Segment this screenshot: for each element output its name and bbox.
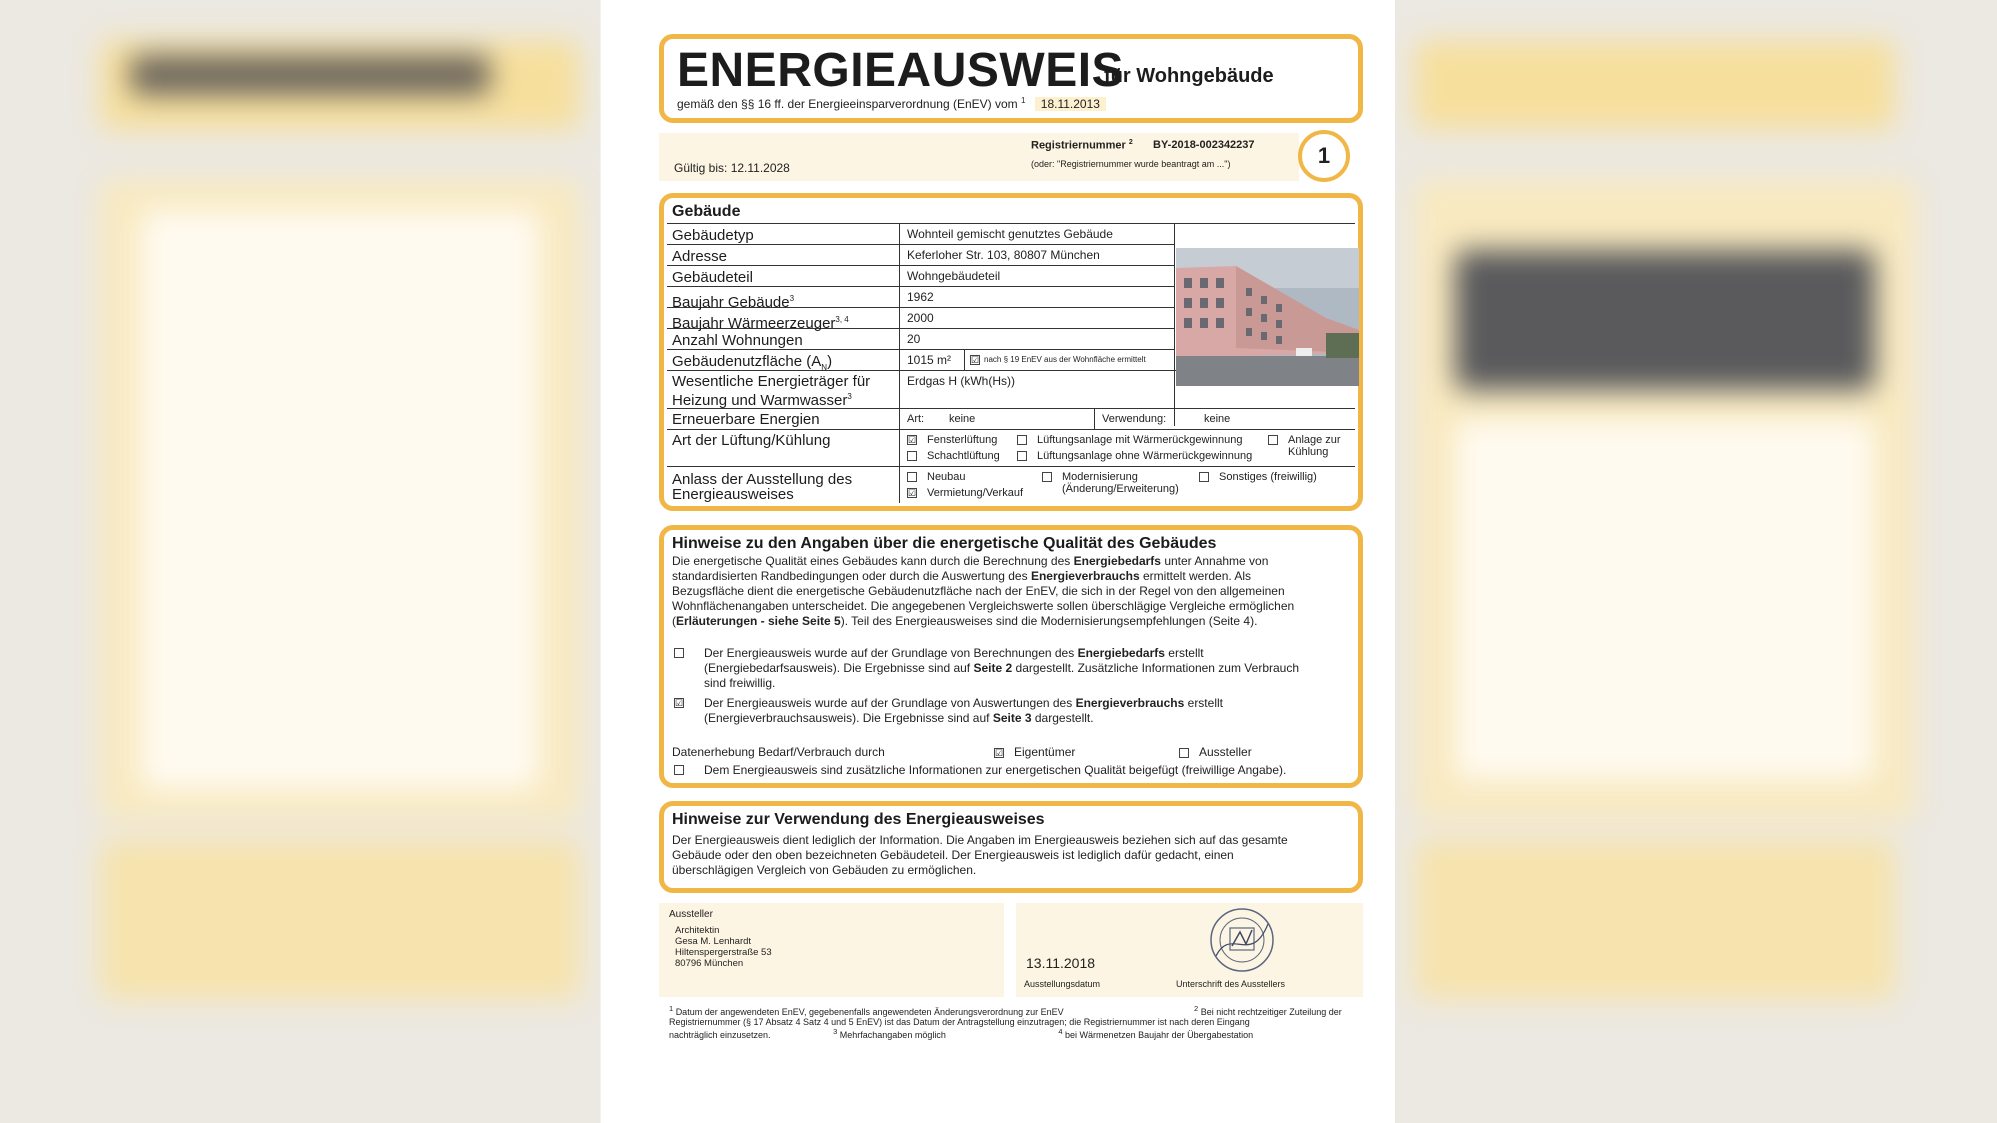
document-subtitle: für Wohngebäude [1104,65,1274,87]
label-construction-year: Baujahr Gebäude$^3$ [672,294,795,311]
value-construction-year: 1962 [907,290,934,304]
building-section [659,193,1363,511]
registration-number: BY-2018-002342237 [1153,139,1255,151]
rent-sale-checkbox[interactable]: ☑ [908,488,917,499]
renewable-use-label: Verwendung: [1102,413,1167,425]
quality-notes-text: Die energetische Qualität eines Gebäudes kann durch die Berechnung des Energiebedarfs unter Annahme von standardisierten Randbedingungen oder durch die Auswertung des Energieverbrauchs ermittelt werden. Als Bezugsfläche dient die energetische Gebäudenutzfläche nach der EnEV, die sich in der Regel von den allgemeinen Wohnflächenangaben unterscheidet. Die angegebenen Vergleichswerte sollen überschlägige Vergleiche ermöglichen (Erläuterungen - siehe Seite 5). Teil des Energieausweises sind die Modernisierungsempfehlungen (Seite 4). [672,554,1295,628]
area-note: ☑ nach § 19 EnEV aus der Wohnfläche ermittelt [971,355,1146,365]
page-number-badge: 1 [1298,130,1350,182]
option-window-ventilation: ☑ Fensterlüftung [908,434,998,446]
extra-info-text: Dem Energieausweis sind zusätzliche Informationen zur energetischen Qualität beigefügt (freiwillige Angabe). [704,763,1287,777]
building-heading: Gebäude [672,203,741,220]
option-other: Sonstiges (freiwillig) [1199,471,1317,483]
registration-label: Registriernummer $^2$ [1031,139,1133,152]
value-heater-year: 2000 [907,311,934,325]
option-ventilation-no-recovery: Lüftungsanlage ohne Wärmerückgewinnung [1017,450,1252,462]
blurred-background-right [1395,0,1997,1123]
option-ventilation-recovery: Lüftungsanlage mit Wärmerückgewinnung [1017,434,1242,446]
area-checkbox[interactable]: ☑ [971,355,980,365]
usage-notes-text: Der Energieausweis dient lediglich der Information. Die Angaben im Energieausweis beziehen sich auf das gesamte Gebäude oder den oben bezeichneten Gebäudeteil. Der Energieausweis ist lediglich dafür gedacht, einen überschlägigen Vergleich von Gebäuden zu ermöglichen. [672,833,1288,877]
modernisation-checkbox[interactable] [1042,472,1052,482]
label-occasion: Anlass der Ausstellung des Energieausweises [672,471,853,503]
option-owner: ☑ Eigentümer [995,745,1076,759]
option-cooling: Anlage zur Kühlung [1268,434,1341,458]
valid-until: Gültig bis: 12.11.2028 [674,161,790,175]
signature-label: Unterschrift des Ausstellers [1176,979,1286,989]
regulation-date: 18.11.2013 [1035,97,1106,111]
renewable-use-value: keine [1204,413,1231,425]
ventilation-recovery-checkbox[interactable] [1017,435,1027,445]
shaft-ventilation-checkbox[interactable] [907,451,917,461]
title-box [659,34,1363,123]
label-building-part: Gebäudeteil [672,269,753,286]
certificate-page [601,0,1395,1123]
issuer-checkbox[interactable] [1179,748,1189,758]
footnotes: $^1$ Datum der angewendeten EnEV, gegebenenfalls angewendeten Änderungsverordnung zur EnEV $^2$ Bei nicht rechtzeitiger Zuteilung der Registriernummer (§ 17 Absatz 4 Satz 4 und 5 EnEV) ist das Datum der Antragstellung einzutragen; die Registriernummer ist nach deren Eingang nachträglich einzusetzen. $^3$ Mehrfachangaben möglich $^4$ bei Wärmenetzen Baujahr der Übergabestation [669,1004,1342,1040]
cooling-checkbox[interactable] [1268,435,1278,445]
value-energy-carriers: Erdgas H (kWh(Hs)) [907,374,1016,388]
ventilation-no-recovery-checkbox[interactable] [1017,451,1027,461]
registration-note: (oder: "Registriernummer wurde beantragt am ...") [1031,159,1231,169]
label-renewable: Erneuerbare Energien [672,411,820,428]
issue-date-label: Ausstellungsdatum [1024,979,1101,989]
label-energy-carriers: Wesentliche Energieträger für Heizung und Warmwasser$^3$ [672,373,871,409]
extra-info-checkbox[interactable] [674,765,684,775]
value-usable-area: 1015 m² [907,353,952,367]
value-building-type: Wohnteil gemischt genutztes Gebäude [907,227,1113,241]
owner-checkbox[interactable]: ☑ [995,747,1004,758]
consumption-certificate-checkbox[interactable]: ☑ [675,698,684,708]
regulation-line: gemäß den §§ 16 ff. der Energieeinsparverordnung (EnEV) vom $^1$ 18.11.2013 [677,96,1106,111]
blurred-background-left [0,0,600,1123]
label-ventilation: Art der Lüftung/Kühlung [672,432,831,449]
option-rent-sale: ☑ Vermietung/Verkauf [908,487,1024,499]
usage-notes-heading: Hinweise zur Verwendung des Energieausweises [672,811,1045,828]
label-address: Adresse [672,248,728,265]
usage-notes-section [659,801,1363,893]
issuer-label: Aussteller [669,909,713,920]
demand-certificate-option: Der Energieausweis wurde auf der Grundlage von Berechnungen des Energiebedarfs erstellt (Energiebedarfsausweis). Die Ergebnisse sind auf Seite 2 dargestellt. Zusätzliche Informationen zum Verbrauch sind freiwillig. [704,646,1300,690]
window-ventilation-checkbox[interactable]: ☑ [908,435,917,446]
new-building-checkbox[interactable] [907,472,917,482]
value-address: Keferloher Str. 103, 80807 München [907,248,1100,262]
option-new-building: Neubau [907,471,966,483]
renewable-type-value: keine [949,413,976,425]
building-photo [1176,248,1359,386]
option-modernisation: Modernisierung (Änderung/Erweiterung) [1042,471,1179,495]
document-title: ENERGIEAUSWEIS [677,44,1125,97]
renewable-type-label: Art: [907,413,925,425]
consumption-certificate-option: Der Energieausweis wurde auf der Grundlage von Auswertungen des Energieverbrauchs erstellt (Energieverbrauchsausweis). Die Ergebnisse sind auf Seite 3 dargestellt. [704,696,1223,725]
data-collection-label: Datenerhebung Bedarf/Verbrauch durch [672,745,885,759]
architect-stamp-icon [1206,906,1278,974]
label-heater-year: Baujahr Wärmeerzeuger$^{3, 4}$ [672,315,849,332]
issuer-box [659,903,1004,997]
demand-certificate-checkbox[interactable] [674,648,684,658]
label-usable-area: Gebäudenutzfläche $(A_N)$ [672,353,833,372]
quality-notes-heading: Hinweise zu den Angaben über die energetische Qualität des Gebäudes [672,535,1217,552]
value-apartment-count: 20 [907,332,921,346]
registration-area [659,133,1299,181]
other-checkbox[interactable] [1199,472,1209,482]
label-building-type: Gebäudetyp [672,227,754,244]
signature-box [1016,903,1363,997]
issuer-address: Architektin Gesa M. Lenhardt Hiltenspergerstraße 53 80796 München [675,925,772,969]
issue-date: 13.11.2018 [1026,955,1096,971]
value-building-part: Wohngebäudeteil [907,269,1001,283]
quality-notes-section [659,525,1363,788]
option-shaft-ventilation: Schachtlüftung [907,450,1000,462]
label-apartment-count: Anzahl Wohnungen [672,332,803,349]
option-issuer: Aussteller [1179,745,1252,760]
